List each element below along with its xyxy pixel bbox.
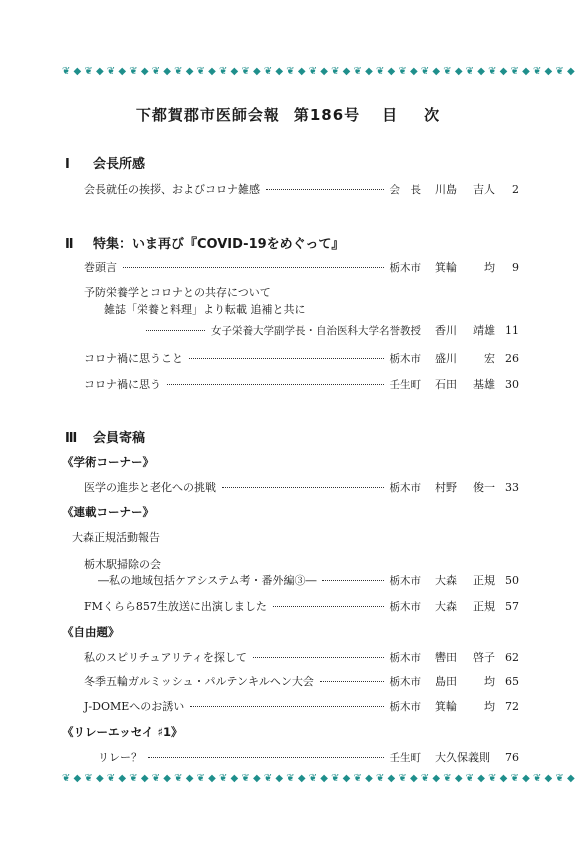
toc-entry[interactable] — [84, 698, 519, 714]
entry-title: リレー？ — [98, 751, 142, 764]
entry-affiliation: 栃木市 — [389, 262, 421, 274]
leader-dots — [320, 681, 384, 682]
entry-page: 76 — [505, 751, 519, 764]
corner-heading-relay-essay: 《リレーエッセイ ♯1》 — [62, 725, 183, 739]
entry-author: 大森 正規 — [435, 574, 495, 587]
corner-heading-serial: 《連載コーナー》 — [62, 505, 154, 519]
toc-entry[interactable] — [146, 322, 519, 338]
title-moku: 目 — [382, 106, 399, 124]
entry-page: 72 — [505, 700, 519, 713]
title-ji: 次 — [424, 106, 441, 124]
entry-title: 冬季五輪ガルミッシュ・パルテンキルヘン大会 — [84, 675, 314, 688]
toc-entry[interactable] — [84, 259, 519, 275]
toc-entry[interactable] — [84, 673, 519, 689]
entry-affiliation: 会 長 — [389, 184, 421, 196]
entry-author: 川島 吉人 — [435, 183, 495, 196]
entry-author: 大森 正規 — [435, 600, 495, 613]
entry-page: 9 — [512, 261, 519, 274]
entry-author: 大久保義則 — [435, 751, 490, 764]
entry-title: ―私の地域包括ケアシステム考・番外編③― — [98, 574, 317, 587]
entry-affiliation: 栃木市 — [389, 482, 421, 494]
entry-title: 医学の進歩と老化への挑戦 — [84, 481, 216, 494]
entry-page: 50 — [505, 574, 519, 587]
section-3-heading — [65, 427, 145, 446]
section-1-heading — [65, 153, 145, 172]
leader-dots — [322, 580, 383, 581]
entry-author: 村野 俊一 — [435, 481, 495, 494]
section-label: 会長所感 — [93, 157, 146, 172]
section-label: 特集：いま再び『COVID-19をめぐって』 — [93, 237, 345, 252]
subsection-title: 大森正規活動報告 — [72, 531, 160, 544]
title-issue: 第186号 — [293, 106, 361, 124]
entry-author: 轡田 啓子 — [435, 651, 495, 664]
entry-author: 箕輪 均 — [435, 700, 495, 713]
entry-author: 島田 均 — [435, 675, 495, 688]
entry-page: 26 — [505, 352, 519, 365]
toc-entry[interactable] — [84, 479, 519, 495]
section-number: Ⅲ — [65, 431, 78, 446]
entry-title-line-1: 予防栄養学とコロナとの共存について — [84, 286, 271, 299]
entry-title: コロナ禍に思う — [84, 378, 161, 391]
entry-page: 62 — [505, 651, 519, 664]
section-label: 会員寄稿 — [93, 431, 146, 446]
section-number: Ⅰ — [65, 157, 70, 172]
leader-dots — [123, 267, 384, 268]
corner-heading-free-topic: 《自由題》 — [62, 625, 120, 639]
toc-entry[interactable] — [84, 181, 519, 197]
entry-affiliation: 壬生町 — [389, 379, 421, 391]
entry-affiliation: 栃木市 — [389, 353, 421, 365]
entry-affiliation: 栃木市 — [389, 701, 421, 713]
toc-entry[interactable] — [98, 749, 519, 765]
entry-page: 33 — [505, 481, 519, 494]
entry-title: J-DOMEへのお誘い — [84, 700, 185, 713]
entry-title: FMくらら857生放送に出演しました — [84, 600, 267, 613]
leader-dots — [273, 606, 384, 607]
toc-entry[interactable] — [84, 598, 519, 614]
leader-dots — [253, 657, 384, 658]
title-journal: 下都賀郡市医師会報 — [135, 106, 280, 124]
leader-dots — [167, 384, 384, 385]
entry-author: 箕輪 均 — [435, 261, 495, 274]
entry-title: 私のスピリチュアリティを探して — [84, 651, 247, 664]
entry-affiliation: 栃木市 — [389, 652, 421, 664]
toc-entry[interactable] — [84, 376, 519, 392]
entry-subtitle-line: 雑誌「栄養と料理」より転載 追補と共に — [104, 303, 306, 316]
entry-page: 57 — [505, 600, 519, 613]
leader-dots — [266, 189, 384, 190]
decorative-border-bottom: ❦ ◆ ❦ ◆ ❦ ◆ ❦ ◆ ❦ ◆ ❦ ◆ ❦ ◆ ❦ ◆ ❦ ◆ ❦ ◆ ❦ ◆ ❦ ◆ ❦ ◆ ❦ ◆ ❦ ◆ ❦ ◆ ❦ ◆ ❦ ◆ ❦ ◆ ❦ ◆ ❦ ◆ ❦ ◆ ❦ ◆ — [62, 773, 575, 784]
leader-dots — [190, 706, 383, 707]
section-2-heading — [65, 233, 344, 252]
toc-entry[interactable] — [98, 572, 519, 588]
entry-author: 香川 靖雄 — [435, 324, 495, 337]
entry-affiliation: 栃木市 — [389, 575, 421, 587]
leader-dots — [189, 358, 384, 359]
toc-entry[interactable] — [84, 350, 519, 366]
corner-heading-academic: 《学術コーナー》 — [62, 455, 154, 469]
entry-page: 65 — [505, 675, 519, 688]
leader-dots — [222, 487, 384, 488]
entry-title: 巻頭言 — [84, 261, 117, 274]
page-title — [0, 104, 576, 125]
entry-affiliation: 栃木市 — [389, 601, 421, 613]
entry-affiliation: 壬生町 — [389, 752, 421, 764]
section-number: Ⅱ — [65, 237, 74, 252]
entry-title: 会長就任の挨拶、およびコロナ雑感 — [84, 183, 260, 196]
toc-entry[interactable] — [84, 649, 519, 665]
entry-page: 30 — [505, 378, 519, 391]
entry-affiliation: 栃木市 — [389, 676, 421, 688]
entry-author: 石田 基雄 — [435, 378, 495, 391]
entry-author: 盛川 宏 — [435, 352, 495, 365]
entry-title: コロナ禍に思うこと — [84, 352, 183, 365]
decorative-border-top: ❦ ◆ ❦ ◆ ❦ ◆ ❦ ◆ ❦ ◆ ❦ ◆ ❦ ◆ ❦ ◆ ❦ ◆ ❦ ◆ ❦ ◆ ❦ ◆ ❦ ◆ ❦ ◆ ❦ ◆ ❦ ◆ ❦ ◆ ❦ ◆ ❦ ◆ ❦ ◆ ❦ ◆ ❦ ◆ ❦ ◆ — [62, 66, 575, 77]
leader-dots — [148, 757, 384, 758]
entry-affiliation: 女子栄養大学副学長・自治医科大学名誉教授 — [211, 325, 421, 337]
entry-page: 2 — [512, 183, 519, 196]
leader-dots — [146, 330, 205, 331]
entry-title-line-1: 栃木駅掃除の会 — [84, 558, 161, 571]
entry-page: 11 — [505, 324, 519, 337]
